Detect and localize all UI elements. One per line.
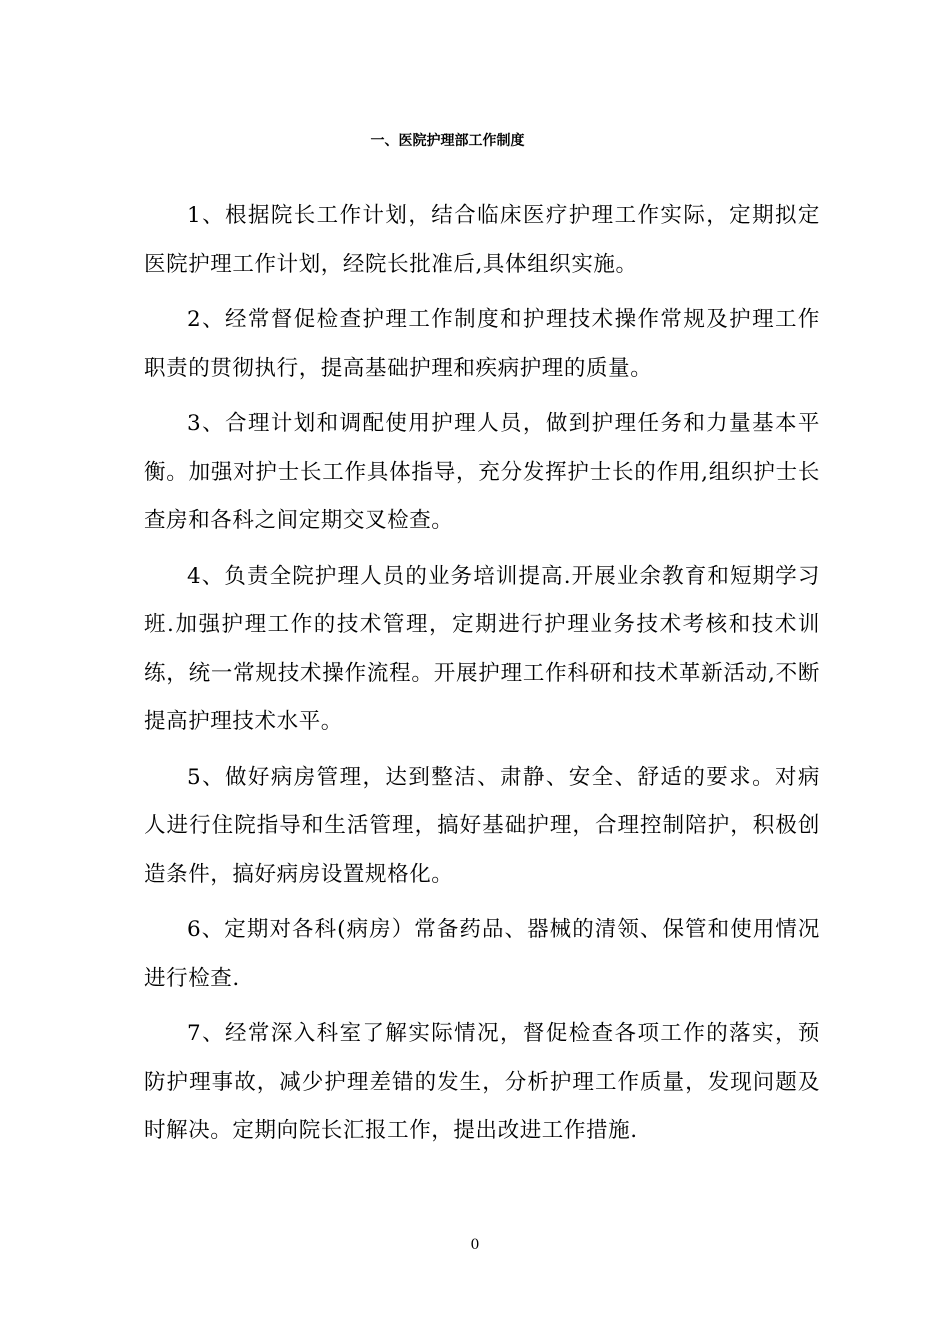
paragraph-6: 6、定期对各科(病房）常备药品、器械的清领、保管和使用情况进行检查. — [144, 917, 820, 991]
paragraph-4: 4、负责全院护理人员的业务培训提高.开展业余教育和短期学习班.加强护理工作的技术管理，定期进行护理业务技术考核和技术训练，统一常规技术操作流程。开展护理工作科研和技术革新活动,不断提高护理技术水平。 — [144, 563, 820, 734]
document-title — [0, 131, 950, 151]
paragraph-5: 5、做好病房管理，达到整洁、肃静、安全、舒适的要求。对病人进行住院指导和生活管理，搞好基础护理，合理控制陪护，积极创造条件，搞好病房设置规格化。 — [144, 764, 820, 887]
paragraph-7: 7、经常深入科室了解实际情况，督促检查各项工作的落实，预防护理事故，减少护理差错的发生，分析护理工作质量，发现问题及时解决。定期向院长汇报工作，提出改进工作措施. — [144, 1021, 820, 1143]
paragraph-1: 1、根据院长工作计划，结合临床医疗护理工作实际，定期拟定医院护理工作计划，经院长批准后,具体组织实施。 — [144, 203, 820, 277]
paragraph-2: 2、经常督促检查护理工作制度和护理技术操作常规及护理工作职责的贯彻执行，提高基础护理和疾病护理的质量。 — [144, 307, 820, 381]
page-number: 0 — [470, 1237, 480, 1253]
document-title-text: 一、医院护理部工作制度 — [370, 133, 525, 149]
paragraph-3: 3、合理计划和调配使用护理人员，做到护理任务和力量基本平衡。加强对护士长工作具体指导，充分发挥护士长的作用,组织护士长查房和各科之间定期交叉检查。 — [144, 411, 820, 533]
document-body — [144, 192, 820, 1163]
